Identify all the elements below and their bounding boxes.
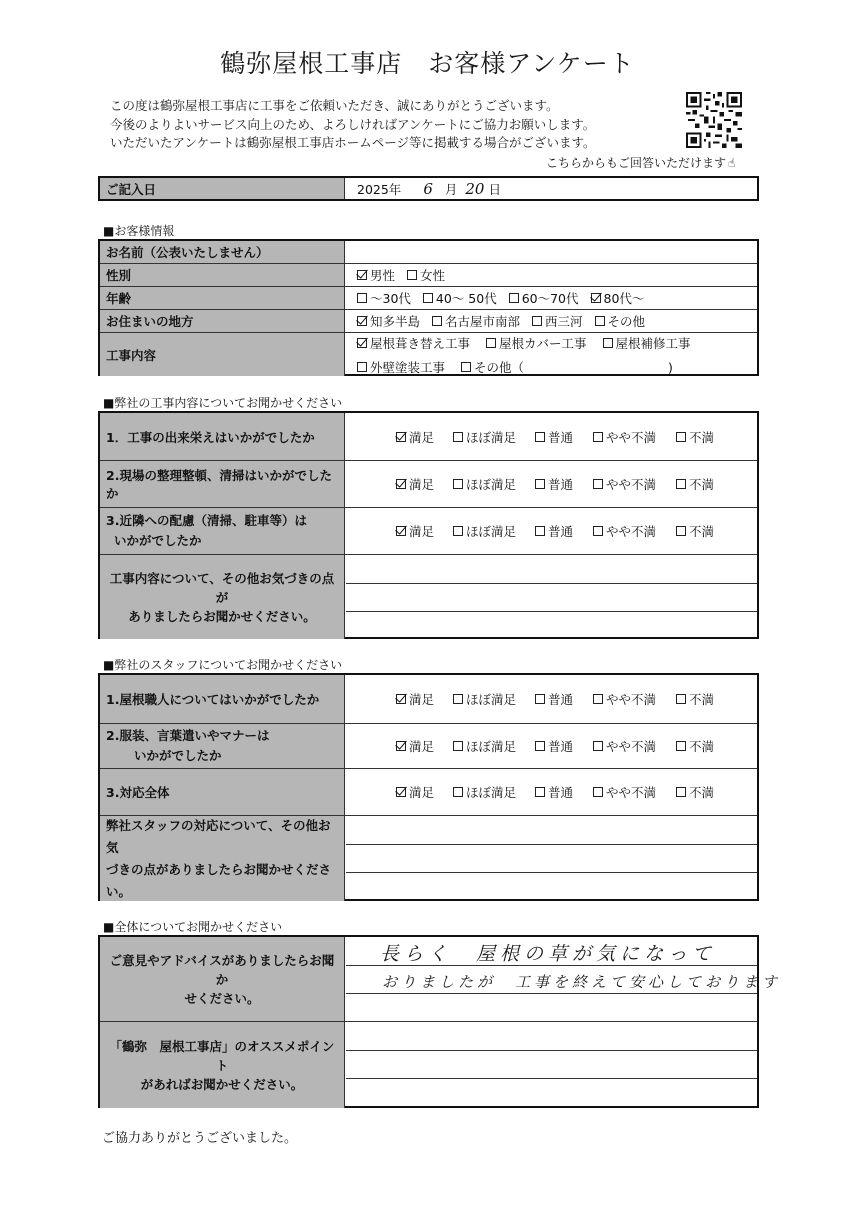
work-option[interactable] <box>603 334 691 352</box>
staff-q2-label-line-1: 2.服装、言葉遣いやマナーは <box>106 728 270 743</box>
rating-option[interactable] <box>396 475 434 493</box>
checkbox-icon[interactable] <box>423 293 433 303</box>
checkbox-icon[interactable] <box>486 338 496 348</box>
option-label: やや不満 <box>606 785 657 800</box>
rating-group <box>346 769 757 815</box>
checkbox-icon[interactable] <box>396 741 406 751</box>
option-label: ほぼ満足 <box>466 739 517 754</box>
staff-comment-label <box>100 816 345 901</box>
work-comment-row <box>100 555 757 639</box>
option-label: ほぼ満足 <box>466 692 517 707</box>
checkbox-icon[interactable] <box>453 526 463 536</box>
ruled-line <box>346 611 757 612</box>
advice-field[interactable] <box>346 937 782 1021</box>
recommend-label-line-1: 「鶴弥 屋根工事店」のオススメポイント <box>109 1038 335 1073</box>
rating-option[interactable] <box>676 428 714 446</box>
ruled-line <box>346 583 757 584</box>
intro-line-3: いただいたアンケートは鶴弥屋根工事店ホームページ等に掲載する場合がございます。 <box>110 135 596 150</box>
date-day-handwritten: 20 <box>465 179 485 198</box>
rating-option[interactable] <box>535 737 573 755</box>
option-label: ほぼ満足 <box>466 524 517 539</box>
rating-option[interactable] <box>453 428 516 446</box>
rating-option[interactable] <box>453 522 516 540</box>
advice-label <box>100 937 345 1021</box>
age-option[interactable] <box>357 289 411 307</box>
rating-option[interactable] <box>396 522 434 540</box>
rating-group <box>346 413 757 460</box>
name-field[interactable] <box>346 241 757 263</box>
age-option[interactable] <box>591 289 645 307</box>
work-q2-label: 2.現場の整理整頓、清掃はいかがでしたか <box>100 461 345 507</box>
thanks-message: ご協力ありがとうございました。 <box>102 1131 298 1146</box>
checkbox-icon[interactable] <box>396 694 406 704</box>
option-label: 満足 <box>409 785 435 800</box>
work-table <box>98 411 759 639</box>
checkbox-icon[interactable] <box>453 694 463 704</box>
rating-group <box>346 508 757 554</box>
ruled-line <box>346 1078 757 1079</box>
work-comment-line-1: 工事内容について、その他お気づきの点が <box>109 570 335 605</box>
staff-section-title: ■弊社のスタッフについてお聞かせください <box>103 658 343 672</box>
intro-text <box>110 97 596 153</box>
checkbox-icon[interactable] <box>396 526 406 536</box>
work-options-row-1 <box>357 334 703 352</box>
rating-group <box>346 724 757 768</box>
checkbox-icon[interactable] <box>593 479 603 489</box>
rating-group <box>346 461 757 507</box>
recommend-row <box>100 1022 757 1108</box>
rating-option[interactable] <box>676 690 714 708</box>
work-q1-row <box>100 413 757 461</box>
intro-line-1: この度は鶴弥屋根工事店に工事をご依頼いただき、誠にありがとうございます。 <box>110 98 559 113</box>
gender-row <box>100 264 757 287</box>
gender-option[interactable] <box>357 266 395 284</box>
option-label: 60～70代 <box>521 291 579 306</box>
intro-line-2: 今後のよりよいサービス向上のため、よろしければアンケートにご協力お願いします。 <box>110 116 596 132</box>
option-label: その他 <box>607 314 646 329</box>
advice-handwritten-line-2: おりましたが 工事を終えて安心しております <box>382 973 782 991</box>
option-label: 普通 <box>548 477 574 492</box>
rating-option[interactable] <box>453 690 516 708</box>
rating-option[interactable] <box>535 522 573 540</box>
option-label: 外壁塗装工事 <box>370 359 446 375</box>
checkbox-icon[interactable] <box>676 741 686 751</box>
page-title: 鶴弥屋根工事店 お客様アンケート <box>220 49 635 78</box>
work-q2-row <box>100 461 757 508</box>
staff-q3-row <box>100 769 757 816</box>
option-label: 不満 <box>689 739 715 754</box>
name-row <box>100 241 757 264</box>
recommend-label-line-2: があればお聞かせください。 <box>140 1076 304 1092</box>
area-option[interactable] <box>357 312 420 330</box>
checkbox-icon[interactable] <box>357 316 367 326</box>
rating-option[interactable] <box>453 737 516 755</box>
checkbox-icon[interactable] <box>535 432 545 442</box>
gender-options <box>357 264 757 286</box>
checkbox-icon[interactable] <box>535 787 545 797</box>
gender-label: 性別 <box>100 264 345 286</box>
checkbox-icon[interactable] <box>357 270 367 280</box>
work-options-row-2 <box>357 358 673 376</box>
option-label: 不満 <box>689 477 715 492</box>
checkbox-icon[interactable] <box>453 787 463 797</box>
age-row <box>100 287 757 310</box>
rating-option[interactable] <box>676 475 714 493</box>
checkbox-icon[interactable] <box>676 526 686 536</box>
option-label: 満足 <box>409 692 435 707</box>
work-q3-row <box>100 508 757 555</box>
work-option[interactable] <box>357 358 445 376</box>
ruled-line <box>346 1050 757 1051</box>
rating-option[interactable] <box>676 783 714 801</box>
checkbox-icon[interactable] <box>676 694 686 704</box>
rating-option[interactable] <box>453 783 516 801</box>
checkbox-icon[interactable] <box>461 362 471 372</box>
ruled-line <box>346 872 757 873</box>
option-label: 男性 <box>370 268 396 283</box>
checkbox-icon[interactable] <box>535 741 545 751</box>
checkbox-icon[interactable] <box>453 479 463 489</box>
option-label: 満足 <box>409 477 435 492</box>
option-label: 名古屋市南部 <box>445 314 521 329</box>
option-label: やや不満 <box>606 524 657 539</box>
option-label: 満足 <box>409 524 435 539</box>
work-q3-label <box>100 508 345 554</box>
checkbox-icon[interactable] <box>432 316 442 326</box>
work-other-close: ) <box>668 359 673 375</box>
option-label: ほぼ満足 <box>466 429 517 445</box>
work-q1-label: 1．工事の出来栄えはいかがでしたか <box>100 413 345 460</box>
area-option[interactable] <box>432 312 520 330</box>
checkbox-icon[interactable] <box>595 316 605 326</box>
rating-option[interactable] <box>396 783 434 801</box>
staff-comment-field[interactable] <box>346 816 757 901</box>
area-row <box>100 310 757 333</box>
rating-option[interactable] <box>535 475 573 493</box>
rating-option[interactable] <box>453 475 516 493</box>
ruled-line <box>346 844 757 845</box>
checkbox-icon[interactable] <box>603 338 613 348</box>
age-label: 年齢 <box>100 287 345 309</box>
qr-note-text: こちらからもご回答いただけます <box>546 156 727 170</box>
option-label: 普通 <box>548 785 574 800</box>
option-label: 不満 <box>689 692 715 707</box>
work-section-title: ■弊社の工事内容についてお聞かせください <box>103 396 343 410</box>
staff-comment-row <box>100 816 757 901</box>
area-options <box>357 310 757 332</box>
rating-option[interactable] <box>593 690 656 708</box>
recommend-label <box>100 1022 345 1108</box>
option-label: 屋根カバー工事 <box>499 335 587 351</box>
customer-section-title: ■お客様情報 <box>103 224 175 238</box>
work-label: 工事内容 <box>100 333 345 376</box>
age-options <box>357 287 757 309</box>
rating-option[interactable] <box>396 737 434 755</box>
option-label: 知多半島 <box>370 314 421 329</box>
overall-section-title: ■全体についてお聞かせください <box>103 920 283 934</box>
staff-q2-label-line-2: いかがでしたか <box>134 748 222 763</box>
option-label: 不満 <box>689 524 715 539</box>
recommend-field[interactable] <box>346 1022 757 1108</box>
rating-option[interactable] <box>593 737 656 755</box>
rating-group <box>346 675 757 723</box>
checkbox-icon[interactable] <box>357 338 367 348</box>
pointing-hand-icon: ☝ <box>728 156 736 170</box>
option-label: やや不満 <box>606 739 657 754</box>
checkbox-icon[interactable] <box>509 293 519 303</box>
rating-option[interactable] <box>593 783 656 801</box>
date-label: ご記入日 <box>100 178 345 199</box>
checkbox-icon[interactable] <box>591 293 601 303</box>
work-comment-field[interactable] <box>346 555 757 639</box>
checkbox-icon[interactable] <box>593 526 603 536</box>
date-year: 2025年 <box>357 181 402 197</box>
staff-comment-line-3: い。 <box>106 883 132 899</box>
rating-option[interactable] <box>396 428 434 446</box>
advice-label-line-2: せください。 <box>184 990 260 1006</box>
option-label: 屋根葺き替え工事 <box>370 335 471 351</box>
checkbox-icon[interactable] <box>535 526 545 536</box>
age-option[interactable] <box>509 289 579 307</box>
option-label: ほぼ満足 <box>466 477 517 492</box>
staff-q1-row <box>100 675 757 724</box>
checkbox-icon[interactable] <box>593 432 603 442</box>
area-label: お住まいの地方 <box>100 310 345 332</box>
work-comment-label <box>100 555 345 639</box>
rating-option[interactable] <box>535 428 573 446</box>
option-label: やや不満 <box>606 429 657 445</box>
checkbox-icon[interactable] <box>593 741 603 751</box>
work-option[interactable] <box>461 358 524 376</box>
option-label: 西三河 <box>545 314 583 329</box>
checkbox-icon[interactable] <box>676 787 686 797</box>
option-label: ほぼ満足 <box>466 785 517 800</box>
rating-option[interactable] <box>396 690 434 708</box>
advice-row <box>100 937 782 1022</box>
advice-label-line-1: ご意見やアドバイスがありましたらお聞か <box>109 952 335 987</box>
work-option[interactable] <box>486 334 587 352</box>
age-option[interactable] <box>423 289 497 307</box>
date-value[interactable] <box>357 178 757 199</box>
option-label: 普通 <box>548 739 574 754</box>
option-label: やや不満 <box>606 477 657 492</box>
checkbox-icon[interactable] <box>357 362 367 372</box>
advice-handwritten-line-1: 長らく 屋根の草が気になって <box>380 943 717 965</box>
name-label: お名前（公表いたしません） <box>100 241 345 263</box>
checkbox-icon[interactable] <box>357 293 367 303</box>
checkbox-icon[interactable] <box>676 432 686 442</box>
option-label: やや不満 <box>606 692 657 707</box>
customer-table <box>98 239 759 376</box>
rating-option[interactable] <box>593 475 656 493</box>
work-row <box>100 333 757 376</box>
rating-option[interactable] <box>676 737 714 755</box>
option-label: 女性 <box>420 268 446 283</box>
staff-q1-label: 1.屋根職人についてはいかがでしたか <box>100 675 345 723</box>
checkbox-icon[interactable] <box>593 694 603 704</box>
area-option[interactable] <box>595 312 646 330</box>
checkbox-icon[interactable] <box>396 787 406 797</box>
option-label: 40～ 50代 <box>435 291 497 306</box>
work-options <box>357 333 757 376</box>
area-option[interactable] <box>532 312 583 330</box>
staff-q2-row <box>100 724 757 769</box>
rating-option[interactable] <box>535 690 573 708</box>
checkbox-icon[interactable] <box>593 787 603 797</box>
overall-table <box>98 935 782 1108</box>
option-label: 普通 <box>548 429 574 445</box>
rating-option[interactable] <box>593 428 656 446</box>
option-label: 屋根補修工事 <box>615 335 691 351</box>
date-table <box>98 176 759 201</box>
rating-option[interactable] <box>535 783 573 801</box>
work-option[interactable] <box>357 334 470 352</box>
staff-table <box>98 673 759 901</box>
checkbox-icon[interactable] <box>676 479 686 489</box>
option-label: 普通 <box>548 524 574 539</box>
date-month-handwritten: 6 <box>423 179 433 198</box>
staff-q2-label <box>100 724 345 768</box>
option-label: 不満 <box>689 429 715 445</box>
option-label: 不満 <box>689 785 715 800</box>
work-q3-label-line-1: 3.近隣への配慮（清掃、駐車等）は <box>106 513 307 528</box>
staff-comment-line-1: 弊社スタッフの対応について、その他お気 <box>106 817 331 855</box>
work-comment-line-2: ありましたらお聞かせください。 <box>128 608 316 624</box>
date-day-label: 日 <box>488 181 501 197</box>
date-month-label: 月 <box>444 181 458 197</box>
staff-q3-label: 3.対応全体 <box>100 769 345 815</box>
checkbox-icon[interactable] <box>535 694 545 704</box>
qr-note <box>546 154 735 171</box>
option-label: その他（ <box>474 359 525 375</box>
option-label: ～30代 <box>370 291 411 306</box>
checkbox-icon[interactable] <box>396 432 406 442</box>
staff-comment-line-2: づきの点がありましたらお聞かせくださ <box>106 861 332 877</box>
option-label: 80代～ <box>603 291 645 306</box>
gender-option[interactable] <box>407 266 445 284</box>
checkbox-icon[interactable] <box>407 270 417 280</box>
qr-code-icon[interactable] <box>686 92 742 148</box>
checkbox-icon[interactable] <box>535 479 545 489</box>
rating-option[interactable] <box>593 522 656 540</box>
checkbox-icon[interactable] <box>453 432 463 442</box>
rating-option[interactable] <box>676 522 714 540</box>
work-q3-label-line-2: いかがでしたか <box>114 533 202 548</box>
option-label: 満足 <box>409 739 435 754</box>
option-label: 満足 <box>409 429 435 445</box>
option-label: 普通 <box>548 692 574 707</box>
ruled-line <box>346 993 757 994</box>
checkbox-icon[interactable] <box>453 741 463 751</box>
checkbox-icon[interactable] <box>396 479 406 489</box>
checkbox-icon[interactable] <box>532 316 542 326</box>
